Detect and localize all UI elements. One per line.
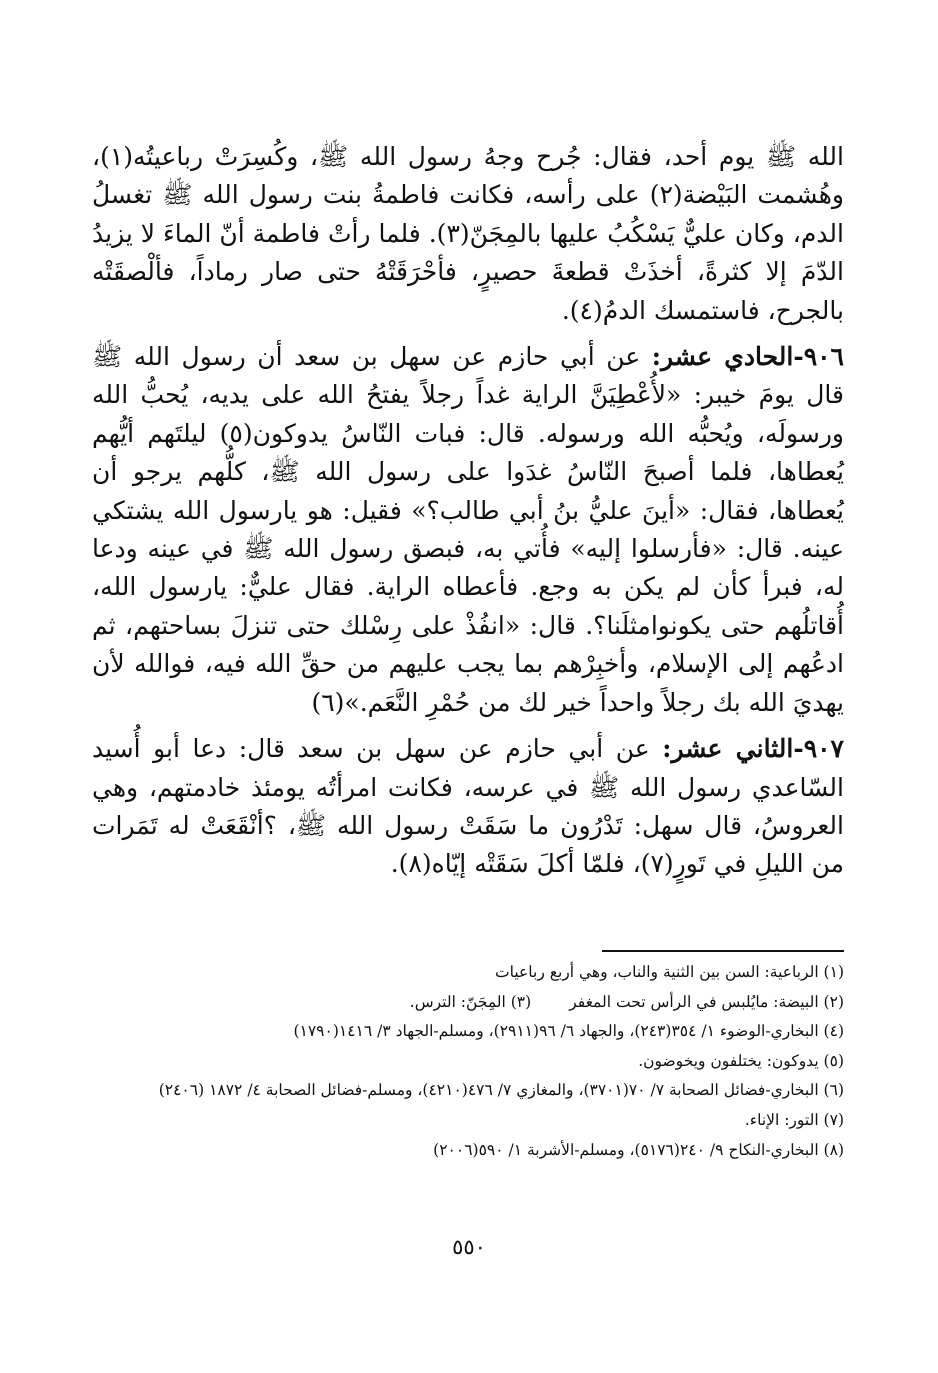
paragraph-continuation	[92, 138, 844, 330]
paragraph-text: عن أبي حازم عن سهل بن سعد أن رسول الله ﷺ قال يومَ خيبر: «لأُعْطِيَنَّ الراية غداً رجلاً يفتحُ الله على يديه، يُحبُّ الله ورسولَه، ويُحبُّه الله ورسوله. قال: فبات النّاسُ يدوكون(٥) ليلتَهم أيُّهم يُعطاها، فلما أصبحَ النّاسُ غدَوا على رسول الله ﷺ، كلُّهم يرجو أن يُعطاها، فقال: «أينَ عليُّ بنُ أبي طالب؟» فقيل: هو يارسول الله يشتكي عينه. قال: «فأرسلوا إليه» فأُتي به، فبصق رسول الله ﷺ في عينه ودعا له، فبرأ كأن لم يكن به وجع. فأعطاه الراية. فقال عليٌّ: يارسول الله، أُقاتلُهم حتى يكونوامثلَنا؟. قال: «انفُذْ على رِسْلك حتى تنزلَ بساحتهم، ثم ادعُهم إلى الإسلام، وأخبِرْهم بما يجب عليهم من حقِّ الله فيه، فوالله لأن يهديَ الله بك رجلاً واحداً خير لك من حُمْرِ النَّعَم.»(٦)	[92, 342, 845, 717]
footnote: (٦) البخاري-فضائل الصحابة ٧/ ٧٠(٣٧٠١)، والمغازي ٧/ ٤٧٦(٤٢١٠)، ومسلم-فضائل الصحابة ٤/ ١٨٧٢ (٢٤٠٦)	[158, 1081, 844, 1100]
footnote: (٥) يدوكون: يختلفون ويخوضون.	[638, 1051, 844, 1070]
hadith-heading: ٩٠٧-الثاني عشر:	[662, 734, 844, 764]
footnote-pair	[92, 988, 844, 1018]
paragraph-text: الله ﷺ يوم أحد، فقال: جُرح وجهُ رسول الله ﷺ، وكُسِرَتْ رباعيتُه(١)، وهُشمت البَيْضة(٢) على رأسه، فكانت فاطمةُ بنت رسول الله ﷺ تغسلُ الدم، وكان عليٌّ يَسْكُبُ عليها بالمِجَنّ(٣). فلما رأتْ فاطمة أنّ الماءَ لا يزيدُ الدّمَ إلا كثرةً، أخذَتْ قطعةَ حصيرٍ، فأحْرَقَتْهُ حتى صار رماداً، فألْصقَتْه بالجرح، فاستمسك الدمُ(٤).	[92, 142, 844, 325]
hadith-906	[92, 338, 844, 722]
hadith-907	[92, 730, 844, 884]
paragraph-text: عن أبي حازم عن سهل بن سعد قال: دعا أبو أُسيد السّاعدي رسول الله ﷺ في عرسه، فكانت امرأتُه يومئذ خادمتهم، وهي العروسُ، قال سهل: تَدْرُون ما سَقَتْ رسول الله ﷺ، ؟أنْقَعَتْ له تَمَرات من الليلِ في تَورٍ(٧)، فلمّا أكلَ سَقَتْه إيّاه(٨).	[92, 734, 844, 879]
footnote: (٧) التور: الإناء.	[744, 1110, 844, 1129]
footnote: (٤) البخاري-الوضوء ١/ ٣٥٤(٢٤٣)، والجهاد ٦/ ٩٦(٢٩١١)، ومسلم-الجهاد ٣/ ١٤١٦(١٧٩٠)	[293, 1022, 844, 1041]
footnote: (٢) البيضة: مايُلبس في الرأس تحت المغفر	[569, 992, 844, 1011]
page-number: ٥٥٠	[452, 1235, 486, 1259]
footnote: (٣) المِجَنّ: الترس.	[409, 992, 532, 1011]
footnote-divider	[602, 950, 844, 952]
footnote: (١) الرباعية: السن بين الثنية والناب، وهي أربع رباعيات	[495, 963, 844, 981]
main-text	[92, 138, 844, 892]
footnotes	[92, 958, 844, 1165]
footnote: (٨) البخاري-النكاح ٩/ ٢٤٠(٥١٧٦)، ومسلم-الأشربة ١/ ٥٩٠(٢٠٠٦)	[433, 1140, 844, 1159]
hadith-heading: ٩٠٦-الحادي عشر:	[651, 342, 844, 372]
